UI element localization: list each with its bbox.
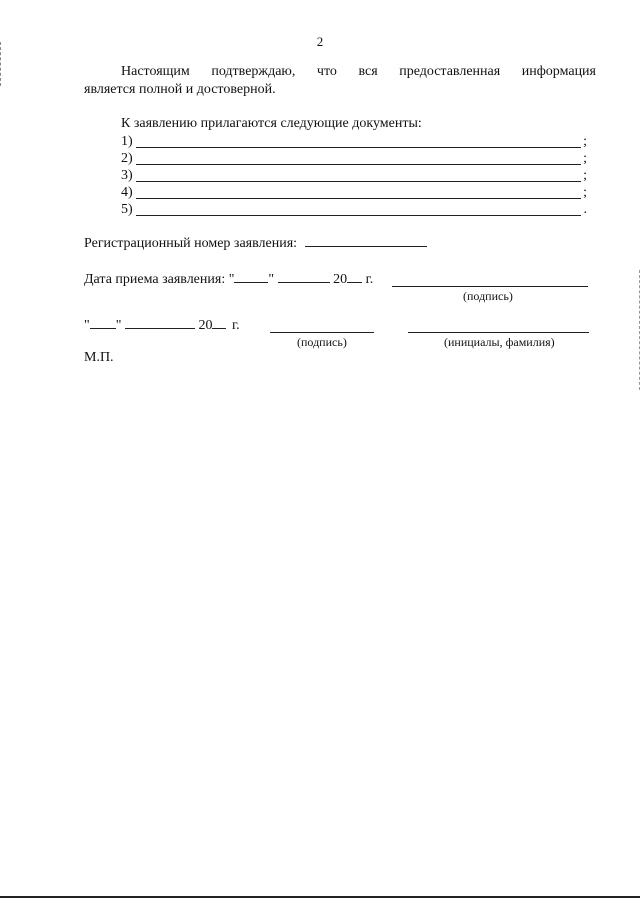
signing-month-field[interactable] [125, 328, 195, 329]
confirmation-line-1: Настоящим подтверждаю, что вся предоставленная информация [121, 64, 596, 79]
signing-name-line[interactable] [408, 332, 589, 333]
signing-quote-open: " [84, 318, 90, 333]
registration-number-row [84, 236, 427, 252]
attachment-number: 3) [121, 168, 133, 183]
attachment-item-2 [121, 151, 587, 168]
attachment-item-5 [121, 202, 587, 219]
signing-signature-line[interactable] [270, 332, 374, 333]
attachment-item-3 [121, 168, 587, 185]
attachment-blank-line[interactable] [136, 181, 581, 182]
scan-bottom-edge [0, 896, 640, 898]
signing-day-field[interactable] [90, 328, 116, 329]
receipt-year-field[interactable] [347, 282, 362, 283]
attachment-terminator: ; [583, 151, 587, 166]
stamp-label: М.П. [84, 350, 114, 365]
attachment-terminator: . [583, 202, 587, 217]
receipt-date-row [84, 272, 373, 288]
signing-year-field[interactable] [212, 328, 226, 329]
signing-year-prefix: 20 [198, 318, 213, 333]
attachment-item-1 [121, 134, 587, 151]
signing-signature-caption: (подпись) [297, 335, 347, 349]
signing-quote-close: " [115, 318, 122, 333]
confirmation-line-2: является полной и достоверной. [84, 82, 276, 97]
attachments-heading: К заявлению прилагаются следующие документы: [121, 116, 422, 131]
receipt-year-prefix: 20 [333, 272, 348, 287]
receipt-signature-line[interactable] [392, 286, 588, 287]
receipt-date-label: Дата приема заявления: " [84, 272, 235, 287]
receipt-signature-caption: (подпись) [463, 289, 513, 303]
page-number: 2 [316, 34, 324, 49]
attachment-number: 5) [121, 202, 133, 217]
attachment-blank-line[interactable] [136, 164, 581, 165]
signing-name-caption: (инициалы, фамилия) [444, 335, 555, 349]
receipt-quote-close: " [268, 272, 275, 287]
attachment-item-4 [121, 185, 587, 202]
attachment-number: 1) [121, 134, 133, 149]
attachment-terminator: ; [583, 185, 587, 200]
signing-date-row [84, 318, 240, 334]
receipt-year-suffix: г. [365, 272, 374, 287]
registration-number-label: Регистрационный номер заявления: [84, 236, 298, 251]
attachment-blank-line[interactable] [136, 198, 581, 199]
receipt-month-field[interactable] [278, 282, 330, 283]
attachment-number: 4) [121, 185, 133, 200]
receipt-day-field[interactable] [234, 282, 268, 283]
attachment-terminator: ; [583, 134, 587, 149]
signing-year-suffix: г. [231, 318, 240, 333]
attachment-terminator: ; [583, 168, 587, 183]
attachment-blank-line[interactable] [136, 215, 581, 216]
attachment-blank-line[interactable] [136, 147, 581, 148]
registration-number-field[interactable] [305, 246, 427, 247]
attachment-number: 2) [121, 151, 133, 166]
